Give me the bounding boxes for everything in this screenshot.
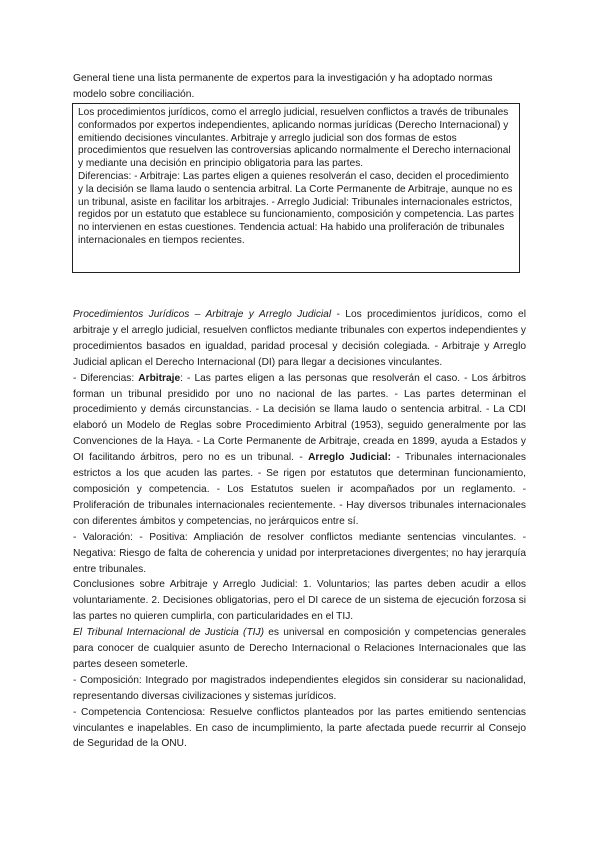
summary-paragraph-2: Diferencias: - Arbitraje: Las partes eligen a quienes resolverán el caso, deciden el procedimiento y la decisión se llama laudo o sentencia arbitral. La Corte Permanente de Arbitraje, aunque no es un tribunal, asiste en facilitar los arbitrajes. - Arreglo Judicial: Tribunales internacionales estrictos, regidos por un estatuto que establece su funcionamiento, composición y competencia. Las partes no intervienen en estas cuestiones. Tendencia actual: Ha habido una proliferación de tribunales internacionales en tiempos recientes.	[78, 170, 514, 246]
arbitraje-text: : - Las partes eligen a las personas que resolverán el caso. - Los árbitros forman un tribunal presidido por uno no nacional de las partes. - Las partes determinan el procedimiento y demás circunstancias. - La decisión se llama laudo o sentencia arbitral. - La CDI elaboró un Modelo de Reglas sobre Procedimiento Arbitral (1953), seguido generalmente por las Convenciones de la Haya. - La Corte Permanente de Arbitraje, creada en 1899, ayuda a Estados y OI facilitando árbitros, pero no es un tribunal. -	[73, 372, 526, 464]
section-title-tij: El Tribunal Internacional de Justicia (TIJ)	[73, 627, 264, 639]
main-paragraph-3: - Valoración: - Positiva: Ampliación de resolver conflictos mediante sentencias vinculantes. - Negativa: Riesgo de falta de coherencia y unidad por interpretaciones divergentes; no hay jerarquía entre tribunales.	[73, 531, 526, 575]
summary-paragraph-1: Los procedimientos jurídicos, como el arreglo judicial, resuelven conflictos a través de tribunales conformados por expertos independientes, aplicando normas jurídicas (Derecho Internacional) y emitiendo decisiones vinculantes. Arbitraje y arreglo judicial son dos formas de estos procedimientos que resuelven las controversias aplicando normalmente el Derecho internacional y mediante una decisión en principio obligatoria para las partes.	[78, 107, 511, 170]
main-paragraph-2	[73, 371, 526, 530]
main-paragraph-5	[73, 625, 526, 673]
arbitraje-heading: Arbitraje	[138, 372, 181, 384]
main-paragraph-4: Conclusiones sobre Arbitraje y Arreglo Judicial: 1. Voluntarios; las partes deben acudir a ellos voluntariamente. 2. Decisiones obligatorias, pero el DI carece de un sistema de ejecución forzosa si las partes no quieren cumplirla, con particularidades en el TIJ.	[73, 579, 526, 623]
main-paragraph-5-text: es universal en composición y competencias generales para conocer de cualquier asunto de Derecho Internacional o Relaciones Internacionales que las partes deseen someterle.	[73, 627, 526, 670]
main-paragraph-1	[73, 307, 526, 371]
main-text	[73, 307, 526, 752]
main-paragraph-6: - Composición: Integrado por magistrados independientes elegidos sin considerar su nacionalidad, representando diversas civilizaciones y sistemas jurídicos.	[73, 674, 526, 702]
diferencias-label: - Diferencias:	[73, 372, 139, 384]
arreglo-judicial-text: - Tribunales internacionales estrictos a los que acuden las partes. - Se rigen por estatutos que determinan funcionamiento, composición y competencia. - Los Estatutos suelen ir acompañados por un reglamento. - Proliferación de tribunales internacionales recientemente. - Hay diversos tribunales internacionales con diferentes ámbitos y competencias, no jerárquicos entre sí.	[73, 452, 526, 527]
main-paragraph-7: - Competencia Contenciosa: Resuelve conflictos planteados por las partes emitiendo sentencias vinculantes e inapelables. En caso de incumplimiento, la parte afectada puede recurrir al Consejo de Seguridad de la ONU.	[73, 706, 526, 750]
section-title-procedimientos: Procedimientos Jurídicos – Arbitraje y Arreglo Judicial	[73, 309, 332, 320]
intro-paragraph: General tiene una lista permanente de expertos para la investigación y ha adoptado normas modelo sobre conciliación.	[73, 73, 493, 100]
summary-box	[72, 103, 520, 273]
main-paragraph-1-text: - Los procedimientos jurídicos, como el arbitraje y el arreglo judicial, resuelven conflictos mediante tribunales con expertos independientes y procedimientos basados en igualdad, paridad procesal y decisión colegiada. - Arbitraje y Arreglo Judicial aplican el Derecho Internacional (DI) para llegar a decisiones vinculantes.	[73, 309, 526, 368]
arreglo-judicial-heading: Arreglo Judicial:	[308, 452, 391, 464]
